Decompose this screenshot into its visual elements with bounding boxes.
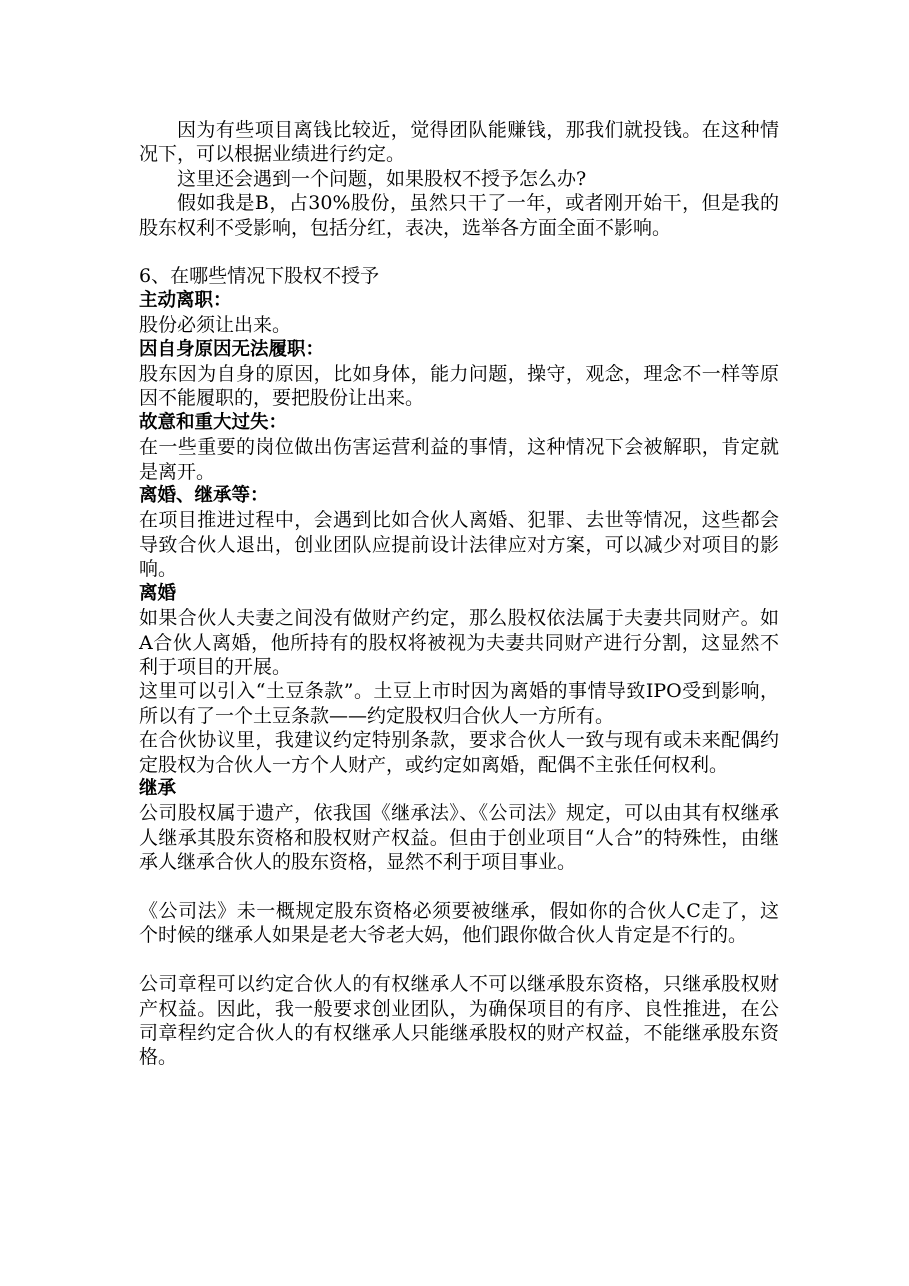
intro-paragraph-1: 因为有些项目离钱比较近，觉得团队能赚钱，那我们就投钱。在这种情况下，可以根据业绩进行约定。 <box>139 119 779 166</box>
inherit-paragraph-1: 公司股权属于遗产，依我国《继承法》、《公司法》规定，可以由其有权继承人继承其股东资格和股权财产权益。但由于创业项目“人合”的特殊性，由继承人继承合伙人的股东资格，显然不利于项目事业。 <box>139 802 779 874</box>
inherit-paragraph-3: 公司章程可以约定合伙人的有权继承人不可以继承股东资格，只继承股权财产权益。因此，我一般要求创业团队，为确保项目的有序、良性推进，在公司章程约定合伙人的有权继承人只能继承股权的财产权益，不能继承股东资格。 <box>139 973 779 1069</box>
intro-paragraph-2: 这里还会遇到一个问题，如果股权不授予怎么办? <box>177 167 587 190</box>
text-resign: 股份必须让出来。 <box>139 314 292 337</box>
heading-resign: 主动离职： <box>139 289 232 311</box>
heading-fault: 故意和重大过失： <box>139 411 288 433</box>
heading-inherit: 继承 <box>139 777 177 799</box>
inherit-paragraph-2: 《公司法》未一概规定股东资格必须要被继承，假如你的合伙人C走了，这个时候的继承人如果是老大爷老大妈，他们跟你做合伙人肯定是不行的。 <box>139 899 779 947</box>
heading-unable: 因自身原因无法履职： <box>139 338 325 360</box>
intro-paragraph-3: 假如我是B，占30%股份，虽然只干了一年，或者刚开始干，但是我的股东权利不受影响，包括分红，表决，选举各方面全面不影响。 <box>139 192 779 239</box>
divorce-paragraph-2: 这里可以引入“土豆条款”。土豆上市时因为离婚的事情导致IPO受到影响，所以有了一个土豆条款——约定股权归合伙人一方所有。 <box>139 680 779 727</box>
spacer <box>139 875 779 899</box>
text-divorce-inherit: 在项目推进过程中，会遇到比如合伙人离婚、犯罪、去世等情况，这些都会导致合伙人退出，创业团队应提前设计法律应对方案，可以减少对项目的影响。 <box>139 509 779 581</box>
text-fault: 在一些重要的岗位做出伤害运营利益的事情，这种情况下会被解职，肯定就是离开。 <box>139 436 779 483</box>
section-title: 6、在哪些情况下股权不授予 <box>139 265 380 288</box>
document-page <box>139 118 779 1070</box>
text-unable: 股东因为自身的原因，比如身体，能力问题，操守，观念，理念不一样等原因不能履职的，要把股份让出来。 <box>139 363 779 410</box>
heading-divorce: 离婚 <box>139 582 177 604</box>
spacer <box>139 240 779 264</box>
divorce-paragraph-3: 在合伙协议里，我建议约定特别条款，要求合伙人一致与现有或未来配偶约定股权为合伙人一方个人财产，或约定如离婚，配偶不主张任何权利。 <box>139 729 779 776</box>
spacer <box>139 948 779 972</box>
heading-divorce-inherit: 离婚、继承等： <box>139 485 269 507</box>
divorce-paragraph-1: 如果合伙人夫妻之间没有做财产约定，那么股权依法属于夫妻共同财产。如A合伙人离婚，他所持有的股权将被视为夫妻共同财产进行分割，这显然不利于项目的开展。 <box>139 607 779 678</box>
